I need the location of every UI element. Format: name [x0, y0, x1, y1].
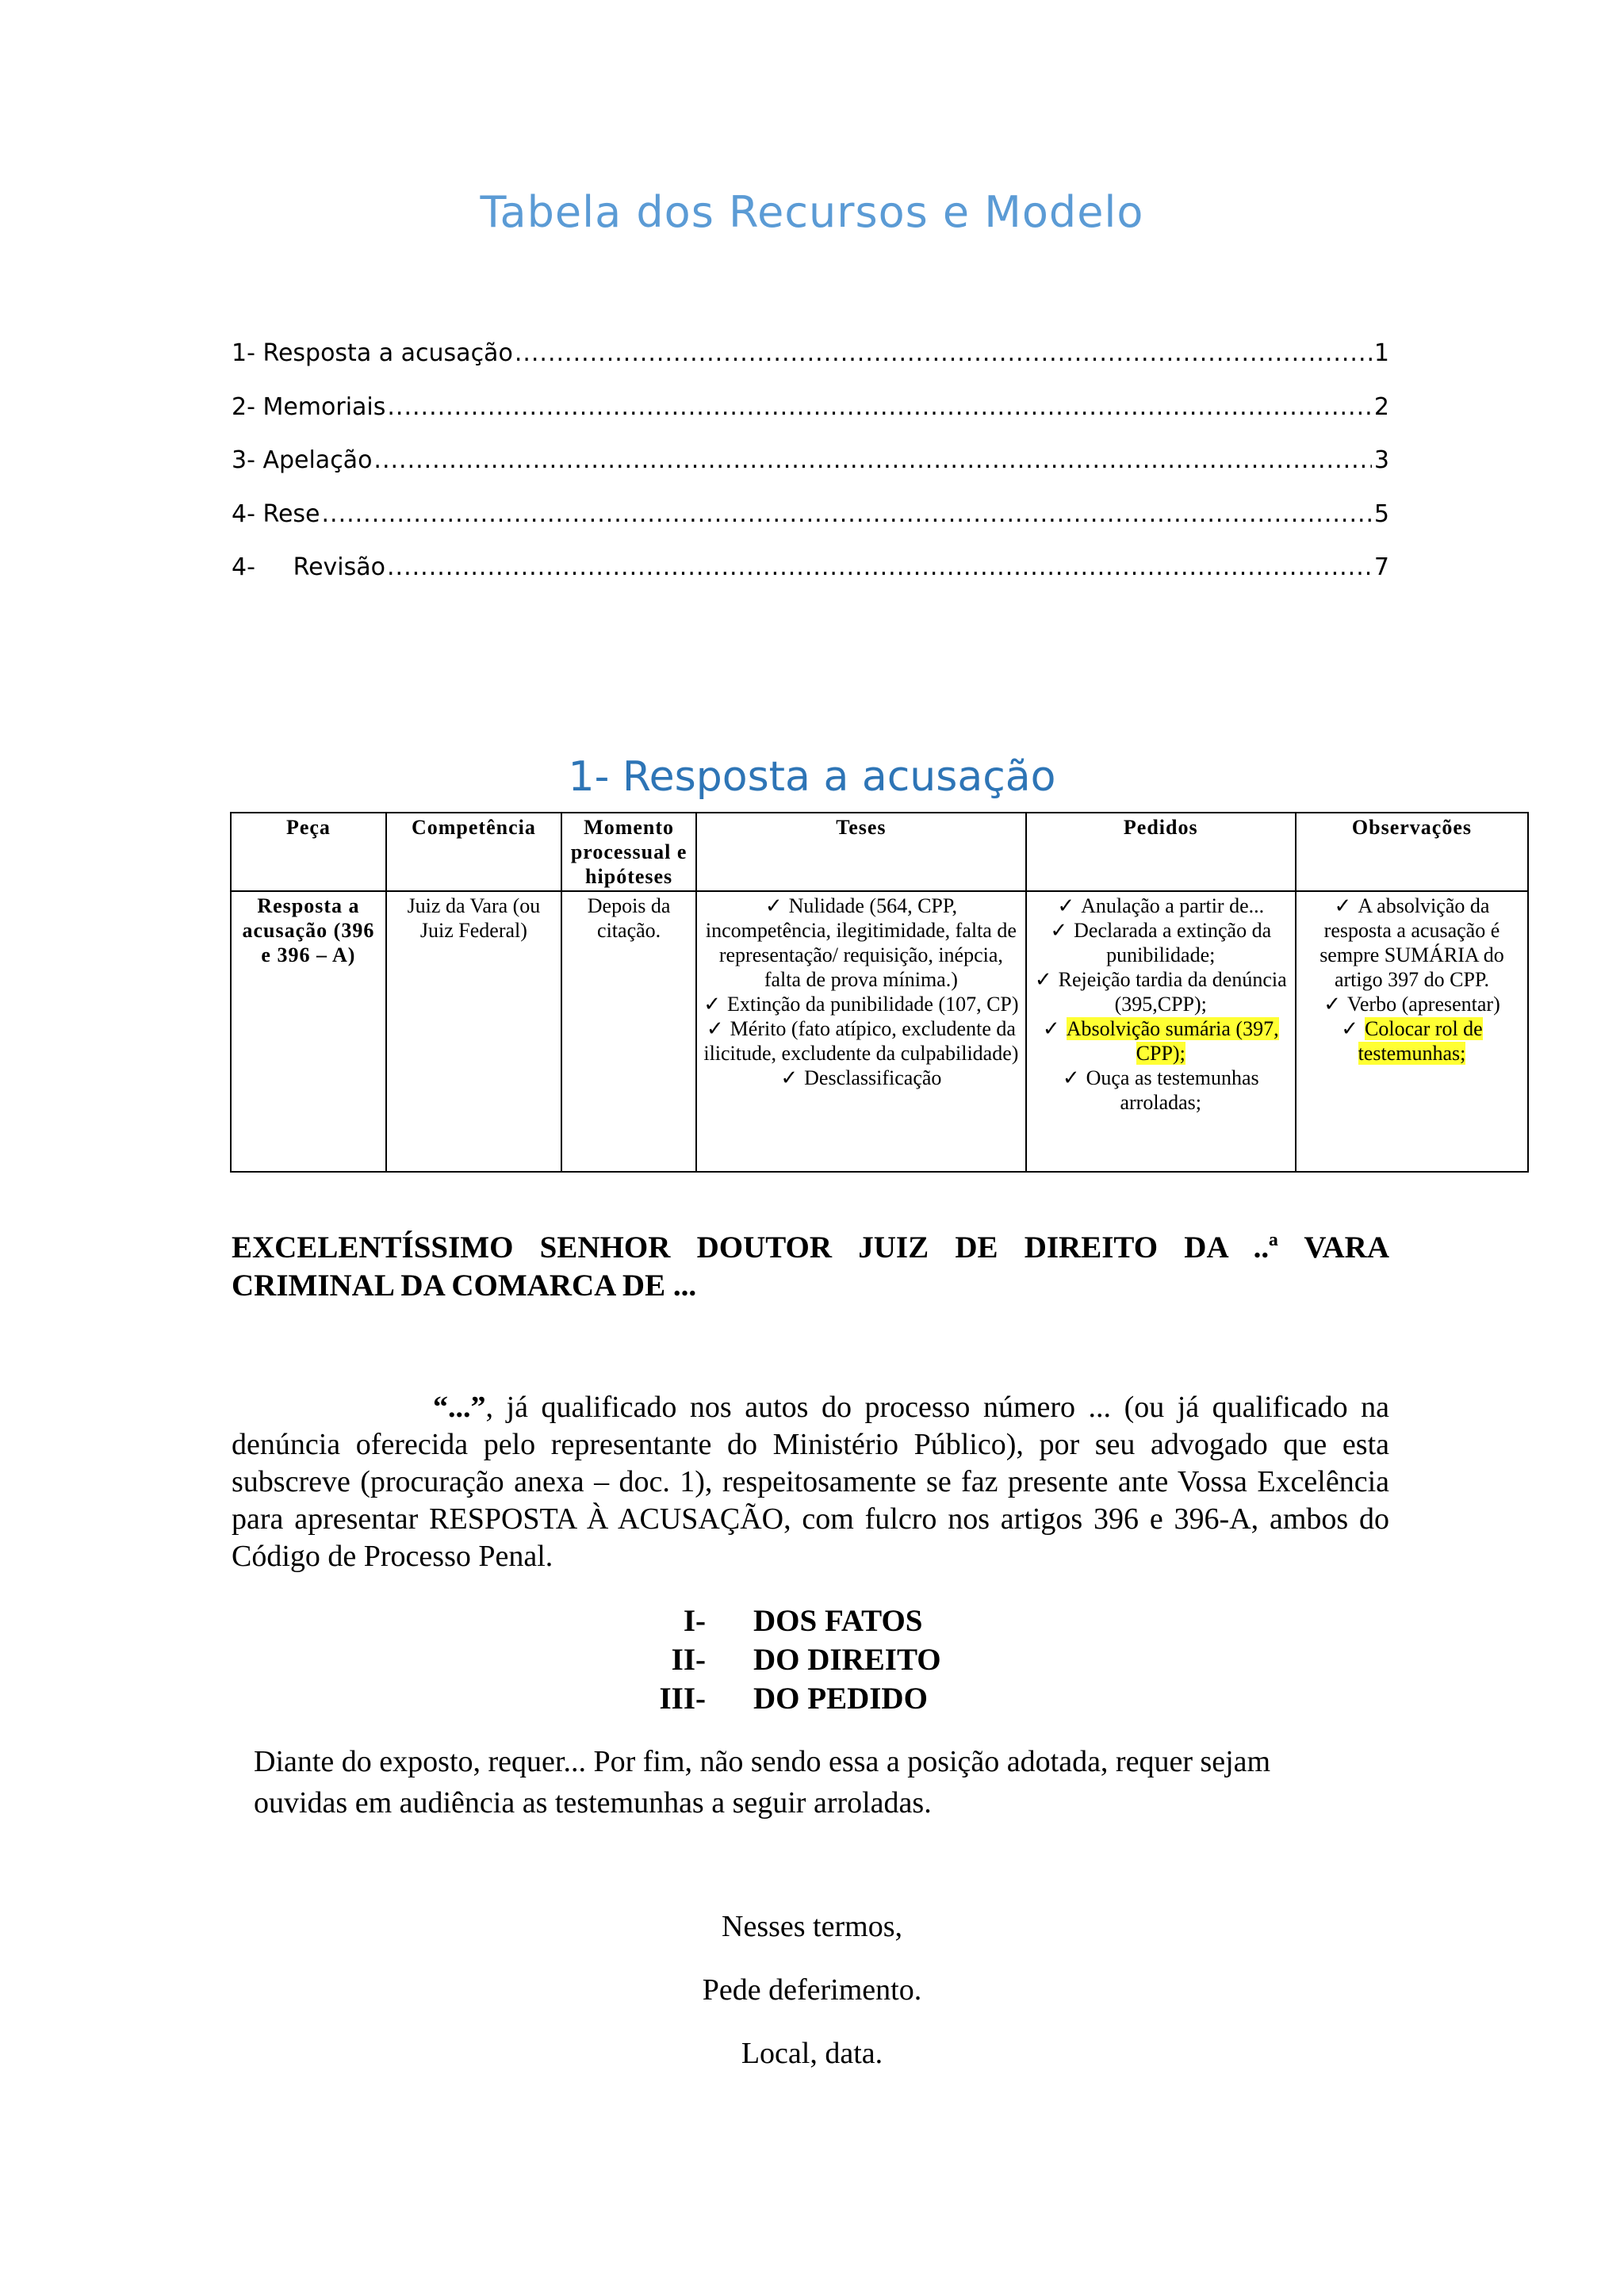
closing-line-terms: Nesses termos,	[722, 1910, 902, 1943]
checkmark-icon: ✓	[1057, 894, 1075, 917]
body-paragraph	[232, 1389, 1389, 1575]
observacao-item	[1300, 1016, 1524, 1066]
pedido-item	[1030, 967, 1292, 1016]
checkmark-icon: ✓	[780, 1066, 799, 1089]
tese-text: Mérito (fato atípico, excludente da ilicitude, excludente da culpabilidade)	[703, 1017, 1019, 1065]
section-heading: 1- Resposta a acusação	[568, 753, 1056, 801]
heading-numeral: II-	[671, 1643, 706, 1677]
tese-text: Nulidade (564, CPP, incompetência, ilegitimidade, falta de representação/ requisição, inépcia, falta de prova mínima.)	[705, 894, 1017, 991]
checkmark-icon: ✓	[1034, 968, 1052, 991]
toc-leader-dots	[387, 553, 1372, 581]
section-headings	[634, 1601, 941, 1718]
toc-entry-page: 7	[1373, 553, 1389, 581]
court-address: EXCELENTÍSSIMO SENHOR DOUTOR JUIZ DE DIREITO DA ..ª VARA CRIMINAL DA COMARCA DE ...	[232, 1230, 1389, 1303]
highlighted-observacao-text: Colocar rol de testemunhas;	[1358, 1017, 1483, 1065]
toc-entry-page: 2	[1373, 392, 1389, 421]
summary-table	[230, 812, 1529, 1173]
tese-item	[700, 992, 1021, 1016]
toc-entry-page: 5	[1373, 499, 1389, 528]
pedido-item	[1030, 894, 1292, 918]
checkmark-icon: ✓	[1042, 1017, 1060, 1040]
tese-item	[700, 894, 1021, 992]
table-header-row	[231, 813, 1528, 891]
toc-entry-label: 2- Memoriais	[232, 392, 386, 421]
column-header-competencia: Competência	[386, 813, 561, 891]
toc-entry-label: 4- Revisão	[232, 553, 386, 581]
cell-pedidos	[1026, 891, 1296, 1172]
observacao-item	[1300, 894, 1524, 992]
observacao-text: Verbo (apresentar)	[1347, 993, 1500, 1016]
pedido-text: Declarada a extinção da punibilidade;	[1074, 919, 1272, 966]
checkmark-icon: ✓	[1341, 1017, 1358, 1040]
closing-line-request: Pede deferimento.	[702, 1973, 922, 2007]
column-header-momento: Momento processual e hipóteses	[561, 813, 696, 891]
cell-peca: Resposta a acusação (396 e 396 – A)	[231, 891, 386, 1172]
toc-leader-dots	[387, 393, 1372, 421]
heading-text: DO PEDIDO	[753, 1682, 928, 1716]
heading-text: DO DIREITO	[753, 1643, 941, 1677]
toc-entry[interactable]	[232, 339, 1389, 393]
heading-item	[634, 1640, 941, 1679]
cell-momento: Depois da citação.	[561, 891, 696, 1172]
tese-text: Extinção da punibilidade (107, CP)	[727, 993, 1019, 1016]
toc-entry[interactable]	[232, 553, 1389, 607]
heading-numeral: III-	[659, 1682, 706, 1716]
column-header-observacoes: Observações	[1296, 813, 1528, 891]
checkmark-icon: ✓	[706, 1017, 724, 1040]
observacao-item	[1300, 992, 1524, 1016]
checkmark-icon: ✓	[1334, 894, 1352, 917]
highlighted-pedido-text: Absolvição sumária (397, CPP);	[1066, 1017, 1279, 1065]
toc-leader-dots	[322, 500, 1373, 528]
toc-entry[interactable]	[232, 393, 1389, 447]
tese-text: Desclassificação	[804, 1066, 942, 1089]
party-placeholder: “...”	[433, 1391, 486, 1424]
tese-item	[700, 1066, 1021, 1090]
toc-leader-dots	[515, 339, 1372, 367]
pedido-item	[1030, 1016, 1292, 1066]
cell-competencia: Juiz da Vara (ou Juiz Federal)	[386, 891, 561, 1172]
cell-observacoes	[1296, 891, 1528, 1172]
heading-numeral: I-	[683, 1604, 706, 1638]
tese-item	[700, 1016, 1021, 1066]
heading-item	[634, 1601, 941, 1640]
closing-line-place-date: Local, data.	[741, 2037, 883, 2070]
table-row	[231, 891, 1528, 1172]
toc-entry-label: 1- Resposta a acusação	[232, 339, 513, 367]
pedido-item	[1030, 1066, 1292, 1115]
observacao-text: A absolvição da resposta a acusação é sempre SUMÁRIA do artigo 397 do CPP.	[1320, 894, 1504, 991]
toc-entry-page: 1	[1373, 339, 1389, 367]
toc-entry-label: 3- Apelação	[232, 446, 373, 474]
checkmark-icon: ✓	[1062, 1066, 1080, 1089]
cell-teses	[696, 891, 1025, 1172]
heading-item	[634, 1679, 941, 1718]
toc-entry-page: 3	[1373, 446, 1389, 474]
toc-entry[interactable]	[232, 500, 1389, 554]
column-header-pedidos: Pedidos	[1026, 813, 1296, 891]
pedido-text: Ouça as testemunhas arroladas;	[1086, 1066, 1259, 1114]
checkmark-icon: ✓	[1323, 993, 1341, 1016]
pedido-item	[1030, 918, 1292, 967]
table-of-contents	[232, 339, 1389, 607]
toc-entry-label: 4- Rese	[232, 499, 320, 528]
column-header-peca: Peça	[231, 813, 386, 891]
toc-entry[interactable]	[232, 446, 1389, 500]
body-paragraph-text: , já qualificado nos autos do processo número ... (ou já qualificado na denúncia oferecida pelo representante do Ministério Público), por seu advogado que esta subscreve (procuração anexa – doc. 1), respeitosamente se faz presente ante Vossa Excelência para apresentar RESPOSTA À ACUSAÇÃO, com fulcro nos artigos 396 e 396-A, ambos do Código de Processo Penal.	[232, 1391, 1389, 1573]
pedido-text: Rejeição tardia da denúncia (395,CPP);	[1058, 968, 1287, 1016]
toc-leader-dots	[373, 446, 1372, 474]
checkmark-icon: ✓	[703, 993, 721, 1016]
document-title: Tabela dos Recursos e Modelo	[480, 187, 1144, 237]
checkmark-icon: ✓	[1050, 919, 1068, 942]
pedido-text: Anulação a partir de...	[1081, 894, 1265, 917]
heading-text: DOS FATOS	[753, 1604, 923, 1638]
checkmark-icon: ✓	[764, 894, 783, 917]
column-header-teses: Teses	[696, 813, 1025, 891]
conclusion-paragraph: Diante do exposto, requer... Por fim, não sendo essa a posição adotada, requer sejam ouvidas em audiência as testemunhas a seguir arroladas.	[254, 1745, 1271, 1820]
